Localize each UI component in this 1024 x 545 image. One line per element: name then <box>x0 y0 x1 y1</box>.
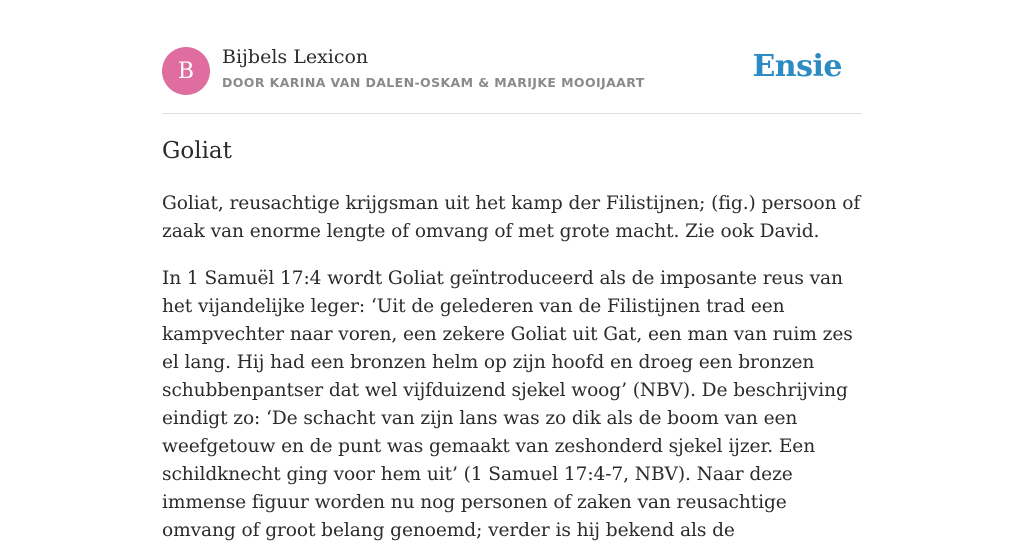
lexicon-title[interactable]: Bijbels Lexicon <box>222 46 369 68</box>
lexicon-authors: DOOR KARINA VAN DALEN-OSKAM & MARIJKE MOOIJAART <box>222 75 645 90</box>
page-container <box>162 0 862 541</box>
entry-title: Goliat <box>162 138 232 164</box>
ensie-logo[interactable]: Ensie <box>752 49 842 84</box>
entry-definition: Goliat, reusachtige krijgsman uit het kamp der Filistijnen; (fig.) persoon of zaak van enorme lengte of omvang of met grote macht. Zie ook David. <box>162 193 861 242</box>
entry-body: In 1 Samuël 17:4 wordt Goliat geïntroduceerd als de imposante reus van het vijandelijke leger: ‘Uit de gelederen van de Filistijnen trad een kampvechter naar voren, een zekere Goliat uit Gat, een man van ruim zes el lang. Hij had een bronzen helm op zijn hoofd en droeg een bronzen schubbenpantser dat wel vijfduizend sjekel woog’ (NBV). De beschrijving eindigt zo: ‘De schacht van zijn lans was zo dik als de boom van een weefgetouw en de punt was gemaakt van zeshonderd sjekel ijzer. Een schildknecht ging voor hem uit’ (1 Samuel 17:4-7, NBV). Naar deze immense figuur worden nu nog personen of zaken van reusachtige omvang of groot belang genoemd; verder is hij bekend als de <box>162 268 853 541</box>
header <box>162 0 862 114</box>
lexicon-avatar[interactable]: B <box>162 47 210 95</box>
